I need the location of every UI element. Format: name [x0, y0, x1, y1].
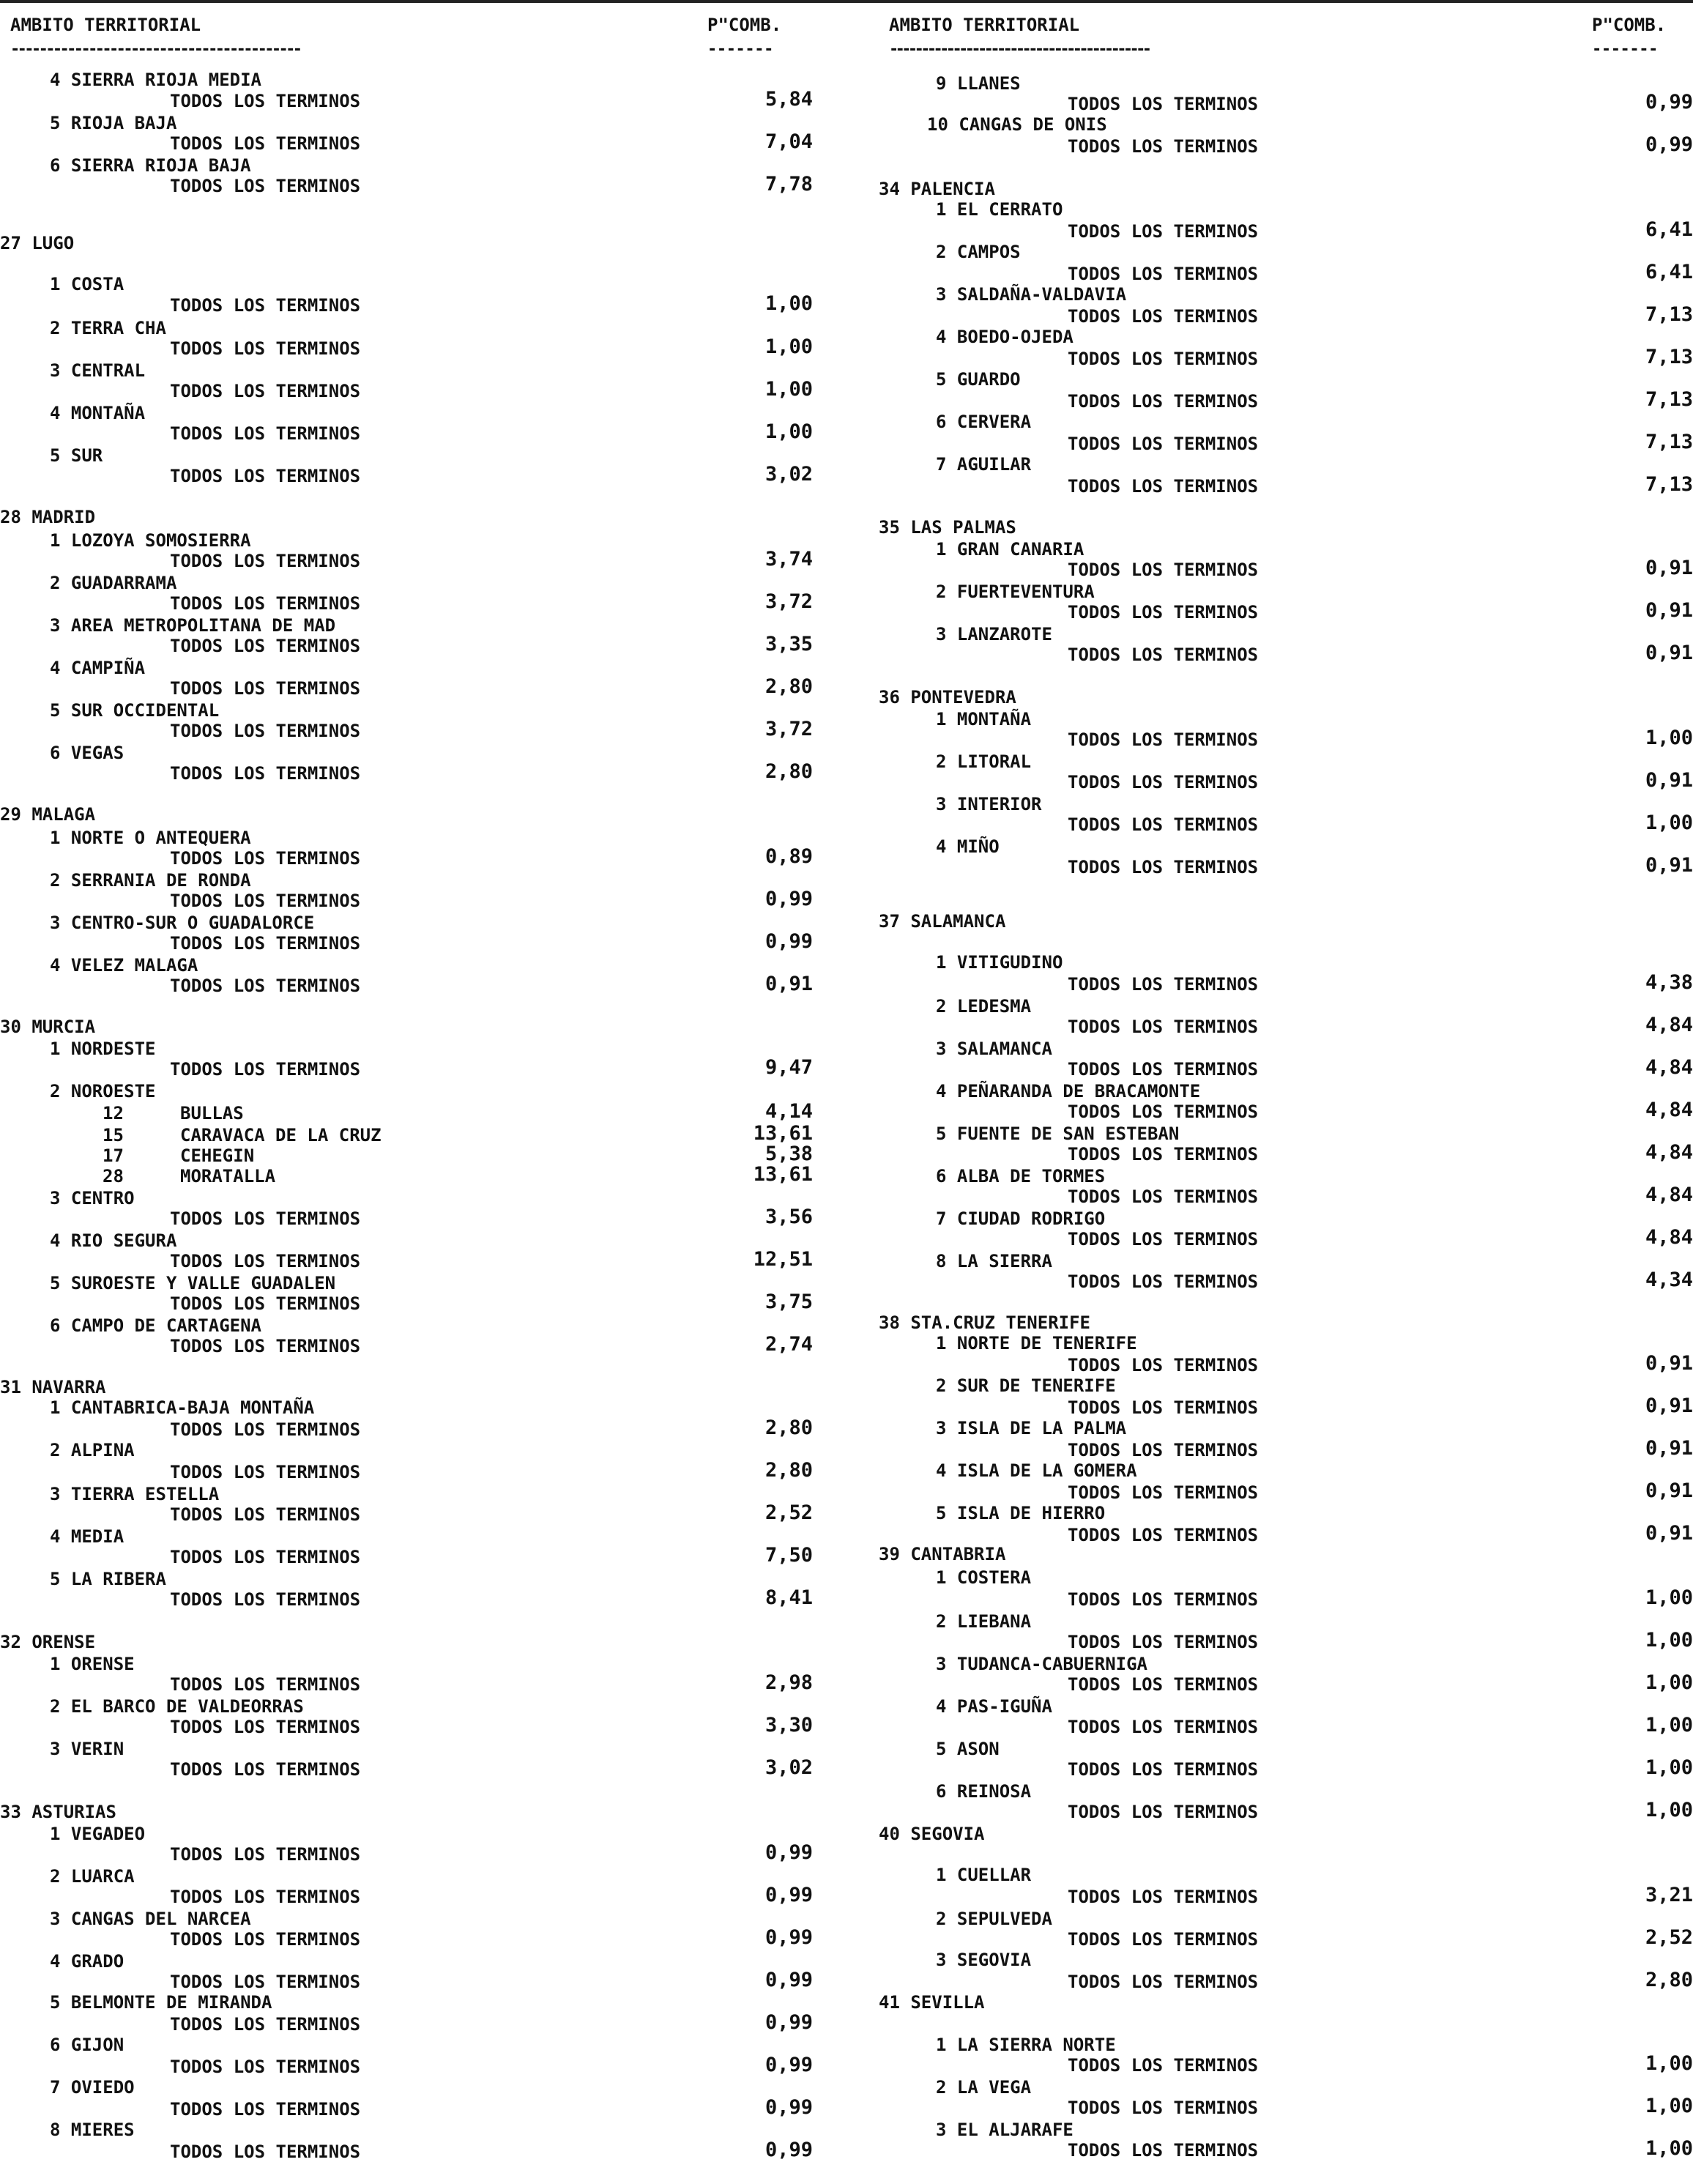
- row-todos-los-terminos: TODOS LOS TERMINOS: [170, 466, 361, 486]
- comarca-label: 1 COSTERA: [936, 1567, 1032, 1588]
- coefficient-value: 1,00: [1645, 2137, 1693, 2160]
- row-todos-los-terminos: TODOS LOS TERMINOS: [1068, 94, 1259, 114]
- row-todos-los-terminos: TODOS LOS TERMINOS: [170, 423, 361, 444]
- comarca-label: 4 SIERRA RIOJA MEDIA: [50, 70, 261, 90]
- comarca-label: 6 REINOSA: [936, 1781, 1032, 1802]
- row-todos-los-terminos: TODOS LOS TERMINOS: [1068, 1929, 1259, 1950]
- coefficient-value: 1,00: [1645, 2052, 1693, 2075]
- coefficient-value: 2,80: [1645, 1969, 1693, 1991]
- row-todos-los-terminos: TODOS LOS TERMINOS: [170, 1336, 361, 1356]
- comarca-label: 2 GUADARRAMA: [50, 573, 177, 593]
- comarca-label: 5 FUENTE DE SAN ESTEBAN: [936, 1123, 1180, 1144]
- province-heading: 31 NAVARRA: [0, 1377, 106, 1397]
- coefficient-value: 1,00: [1645, 1714, 1693, 1737]
- row-todos-los-terminos: TODOS LOS TERMINOS: [1068, 1144, 1259, 1165]
- coefficient-value: 3,21: [1645, 1884, 1693, 1906]
- coefficient-value: 1,00: [764, 420, 813, 443]
- comarca-label: 2 SERRANIA DE RONDA: [50, 870, 251, 891]
- row-todos-los-terminos: TODOS LOS TERMINOS: [1068, 1674, 1259, 1695]
- header-value-underline: -------: [707, 40, 773, 59]
- comarca-label: 3 TIERRA ESTELLA: [50, 1484, 220, 1504]
- comarca-label: 4 PAS-IGUÑA: [936, 1696, 1052, 1717]
- comarca-label: 3 TUDANCA-CABUERNIGA: [936, 1654, 1147, 1674]
- row-todos-los-terminos: TODOS LOS TERMINOS: [1068, 306, 1259, 327]
- row-todos-los-terminos: TODOS LOS TERMINOS: [170, 933, 361, 954]
- coefficient-value: 5,38: [764, 1143, 813, 1165]
- comarca-label: 1 ORENSE: [50, 1654, 135, 1674]
- municipio-label: CARAVACA DE LA CRUZ: [180, 1125, 382, 1145]
- row-todos-los-terminos: TODOS LOS TERMINOS: [170, 1717, 361, 1737]
- row-todos-los-terminos: TODOS LOS TERMINOS: [170, 1293, 361, 1314]
- comarca-label: 3 VERIN: [50, 1739, 124, 1759]
- header-ambito-territorial: AMBITO TERRITORIAL: [889, 15, 1080, 35]
- row-todos-los-terminos: TODOS LOS TERMINOS: [170, 1462, 361, 1482]
- coefficient-value: 3,35: [764, 633, 813, 655]
- row-todos-los-terminos: TODOS LOS TERMINOS: [170, 1887, 361, 1907]
- coefficient-value: 2,52: [764, 1501, 813, 1524]
- coefficient-value: 1,00: [764, 292, 813, 315]
- comarca-label: 2 ALPINA: [50, 1440, 135, 1460]
- header-underline: -----------------------------------------: [889, 40, 1149, 59]
- comarca-label: 1 NORDESTE: [50, 1039, 156, 1059]
- comarca-label: 4 MIÑO: [936, 836, 1000, 857]
- coefficient-value: 1,00: [1645, 2095, 1693, 2117]
- coefficient-value: 0,99: [764, 1841, 813, 1864]
- left-column: [0, 0, 820, 2184]
- coefficient-value: 12,51: [753, 1248, 813, 1271]
- comarca-label: 1 MONTAÑA: [936, 709, 1032, 729]
- coefficient-value: 0,99: [764, 1969, 813, 1991]
- comarca-label: 1 GRAN CANARIA: [936, 539, 1084, 560]
- row-todos-los-terminos: TODOS LOS TERMINOS: [1068, 1186, 1259, 1207]
- coefficient-value: 7,78: [764, 173, 813, 196]
- row-todos-los-terminos: TODOS LOS TERMINOS: [170, 1251, 361, 1271]
- row-todos-los-terminos: TODOS LOS TERMINOS: [1068, 814, 1259, 835]
- coefficient-value: 0,91: [1645, 1394, 1693, 1417]
- comarca-label: 4 GRADO: [50, 1951, 124, 1972]
- coefficient-value: 3,75: [764, 1290, 813, 1313]
- row-todos-los-terminos: TODOS LOS TERMINOS: [1068, 1887, 1259, 1907]
- row-todos-los-terminos: TODOS LOS TERMINOS: [1068, 264, 1259, 284]
- coefficient-value: 3,56: [764, 1206, 813, 1228]
- row-todos-los-terminos: TODOS LOS TERMINOS: [1068, 2098, 1259, 2118]
- comarca-label: 1 EL CERRATO: [936, 199, 1063, 220]
- row-todos-los-terminos: TODOS LOS TERMINOS: [170, 1589, 361, 1610]
- coefficient-value: 13,61: [753, 1163, 813, 1186]
- province-heading: 40 SEGOVIA: [879, 1824, 985, 1844]
- coefficient-value: 4,84: [1645, 1014, 1693, 1036]
- row-todos-los-terminos: TODOS LOS TERMINOS: [1068, 2140, 1259, 2161]
- row-todos-los-terminos: TODOS LOS TERMINOS: [1068, 349, 1259, 369]
- coefficient-value: 1,00: [1645, 1629, 1693, 1652]
- coefficient-value: 4,84: [1645, 1226, 1693, 1249]
- row-todos-los-terminos: TODOS LOS TERMINOS: [1068, 391, 1259, 412]
- row-todos-los-terminos: TODOS LOS TERMINOS: [170, 1208, 361, 1229]
- coefficient-value: 3,02: [764, 1756, 813, 1779]
- comarca-label: 3 CANGAS DEL NARCEA: [50, 1909, 251, 1929]
- comarca-label: 1 NORTE O ANTEQUERA: [50, 828, 251, 848]
- row-todos-los-terminos: TODOS LOS TERMINOS: [170, 1504, 361, 1525]
- coefficient-value: 9,47: [764, 1056, 813, 1079]
- row-todos-los-terminos: TODOS LOS TERMINOS: [1068, 1632, 1259, 1652]
- header-ambito-territorial: AMBITO TERRITORIAL: [10, 15, 201, 35]
- comarca-label: 3 AREA METROPOLITANA DE MAD: [50, 615, 336, 636]
- comarca-label: 12: [103, 1103, 124, 1123]
- row-todos-los-terminos: TODOS LOS TERMINOS: [1068, 857, 1259, 877]
- comarca-label: 4 ISLA DE LA GOMERA: [936, 1460, 1137, 1481]
- comarca-label: 3 CENTRO-SUR O GUADALORCE: [50, 913, 315, 933]
- coefficient-value: 2,80: [764, 1416, 813, 1439]
- coefficient-value: 0,99: [764, 888, 813, 910]
- comarca-label: 3 LANZAROTE: [936, 624, 1052, 645]
- comarca-label: 5 SUR: [50, 445, 103, 466]
- row-todos-los-terminos: TODOS LOS TERMINOS: [1068, 1589, 1259, 1610]
- comarca-label: 1 LOZOYA SOMOSIERRA: [50, 530, 251, 551]
- row-todos-los-terminos: TODOS LOS TERMINOS: [1068, 1017, 1259, 1037]
- coefficient-value: 1,00: [1645, 1671, 1693, 1694]
- coefficient-value: 2,98: [764, 1671, 813, 1694]
- coefficient-value: 0,91: [1645, 1352, 1693, 1375]
- comarca-label: 3 ISLA DE LA PALMA: [936, 1418, 1127, 1438]
- comarca-label: 6 CERVERA: [936, 412, 1032, 432]
- comarca-label: 2 NOROESTE: [50, 1081, 156, 1102]
- comarca-label: 6 SIERRA RIOJA BAJA: [50, 155, 251, 176]
- row-todos-los-terminos: TODOS LOS TERMINOS: [1068, 1525, 1259, 1545]
- row-todos-los-terminos: TODOS LOS TERMINOS: [1068, 974, 1259, 995]
- coefficient-value: 4,84: [1645, 1099, 1693, 1121]
- comarca-label: 2 SUR DE TENERIFE: [936, 1375, 1116, 1396]
- coefficient-value: 2,80: [764, 675, 813, 698]
- row-todos-los-terminos: TODOS LOS TERMINOS: [170, 338, 361, 359]
- comarca-label: 2 CAMPOS: [936, 242, 1021, 262]
- coefficient-value: 4,84: [1645, 1056, 1693, 1079]
- row-todos-los-terminos: TODOS LOS TERMINOS: [1068, 476, 1259, 497]
- row-todos-los-terminos: TODOS LOS TERMINOS: [170, 1972, 361, 1992]
- row-todos-los-terminos: TODOS LOS TERMINOS: [170, 763, 361, 784]
- coefficient-value: 0,99: [764, 2139, 813, 2161]
- row-todos-los-terminos: TODOS LOS TERMINOS: [170, 976, 361, 996]
- row-todos-los-terminos: TODOS LOS TERMINOS: [1068, 136, 1259, 157]
- row-todos-los-terminos: TODOS LOS TERMINOS: [170, 1059, 361, 1080]
- right-column: [879, 0, 1693, 2184]
- row-todos-los-terminos: TODOS LOS TERMINOS: [170, 381, 361, 401]
- municipio-label: BULLAS: [180, 1103, 244, 1123]
- coefficient-value: 3,72: [764, 718, 813, 740]
- coefficient-value: 6,41: [1645, 218, 1693, 241]
- comarca-label: 2 LA VEGA: [936, 2077, 1032, 2098]
- row-todos-los-terminos: TODOS LOS TERMINOS: [1068, 729, 1259, 750]
- row-todos-los-terminos: TODOS LOS TERMINOS: [1068, 1802, 1259, 1822]
- coefficient-value: 3,02: [764, 463, 813, 486]
- coefficient-value: 1,00: [1645, 811, 1693, 834]
- row-todos-los-terminos: TODOS LOS TERMINOS: [1068, 1397, 1259, 1418]
- coefficient-value: 7,13: [1645, 388, 1693, 411]
- comarca-label: 6 VEGAS: [50, 743, 124, 763]
- row-todos-los-terminos: TODOS LOS TERMINOS: [1068, 2055, 1259, 2076]
- comarca-label: 1 CUELLAR: [936, 1865, 1032, 1885]
- comarca-label: 4 BOEDO-OJEDA: [936, 327, 1074, 347]
- row-todos-los-terminos: TODOS LOS TERMINOS: [170, 2014, 361, 2035]
- coefficient-value: 1,00: [1645, 1756, 1693, 1779]
- coefficient-value: 0,91: [1645, 1479, 1693, 1502]
- header-value-underline: -------: [1592, 40, 1658, 59]
- comarca-label: 5 GUARDO: [936, 369, 1021, 390]
- coefficient-value: 0,99: [764, 2096, 813, 2119]
- coefficient-value: 0,99: [764, 2054, 813, 2076]
- comarca-label: 8 LA SIERRA: [936, 1251, 1052, 1271]
- comarca-label: 1 LA SIERRA NORTE: [936, 2035, 1116, 2055]
- coefficient-value: 0,91: [764, 973, 813, 995]
- comarca-label: 2 EL BARCO DE VALDEORRAS: [50, 1696, 304, 1717]
- row-todos-los-terminos: TODOS LOS TERMINOS: [170, 593, 361, 614]
- coefficient-value: 1,00: [764, 335, 813, 358]
- coefficient-value: 3,30: [764, 1714, 813, 1737]
- row-todos-los-terminos: TODOS LOS TERMINOS: [1068, 1972, 1259, 1992]
- coefficient-value: 7,13: [1645, 473, 1693, 496]
- comarca-label: 3 SALAMANCA: [936, 1039, 1052, 1059]
- row-todos-los-terminos: TODOS LOS TERMINOS: [1068, 221, 1259, 242]
- comarca-label: 4 RIO SEGURA: [50, 1230, 177, 1251]
- coefficient-value: 6,41: [1645, 261, 1693, 283]
- province-heading: 39 CANTABRIA: [879, 1544, 1006, 1564]
- row-todos-los-terminos: TODOS LOS TERMINOS: [170, 1419, 361, 1440]
- comarca-label: 6 ALBA DE TORMES: [936, 1166, 1106, 1186]
- coefficient-value: 0,99: [764, 1926, 813, 1949]
- municipio-label: MORATALLA: [180, 1166, 276, 1186]
- comarca-label: 5 ISLA DE HIERRO: [936, 1503, 1106, 1523]
- row-todos-los-terminos: TODOS LOS TERMINOS: [170, 133, 361, 154]
- comarca-label: 3 INTERIOR: [936, 794, 1042, 814]
- coefficient-value: 0,91: [1645, 599, 1693, 622]
- coefficient-value: 7,13: [1645, 346, 1693, 368]
- row-todos-los-terminos: TODOS LOS TERMINOS: [1068, 645, 1259, 665]
- comarca-label: 1 VEGADEO: [50, 1824, 146, 1844]
- coefficient-value: 0,99: [764, 930, 813, 953]
- comarca-label: 8 MIERES: [50, 2120, 135, 2140]
- comarca-label: 1 NORTE DE TENERIFE: [936, 1333, 1137, 1353]
- province-heading: 41 SEVILLA: [879, 1992, 985, 2013]
- row-todos-los-terminos: TODOS LOS TERMINOS: [1068, 1102, 1259, 1122]
- header-p-comb: P"COMB.: [1592, 15, 1667, 35]
- coefficient-value: 0,99: [1645, 133, 1693, 156]
- row-todos-los-terminos: TODOS LOS TERMINOS: [170, 91, 361, 111]
- coefficient-value: 2,80: [764, 1459, 813, 1482]
- coefficient-value: 0,91: [1645, 1522, 1693, 1545]
- row-todos-los-terminos: TODOS LOS TERMINOS: [170, 2099, 361, 2120]
- row-todos-los-terminos: TODOS LOS TERMINOS: [170, 891, 361, 911]
- row-todos-los-terminos: TODOS LOS TERMINOS: [170, 721, 361, 741]
- province-heading: 34 PALENCIA: [879, 179, 995, 199]
- header-underline: -----------------------------------------: [10, 40, 300, 59]
- comarca-label: 5 ASON: [936, 1739, 1000, 1759]
- comarca-label: 2 LUARCA: [50, 1866, 135, 1887]
- coefficient-value: 1,00: [1645, 1586, 1693, 1609]
- coefficient-value: 0,91: [1645, 557, 1693, 579]
- row-todos-los-terminos: TODOS LOS TERMINOS: [1068, 1271, 1259, 1292]
- province-heading: 27 LUGO: [0, 233, 75, 253]
- coefficient-value: 7,13: [1645, 431, 1693, 453]
- row-todos-los-terminos: TODOS LOS TERMINOS: [170, 176, 361, 196]
- comarca-label: 3 SALDAÑA-VALDAVIA: [936, 284, 1127, 305]
- coefficient-value: 0,99: [764, 2011, 813, 2034]
- row-todos-los-terminos: TODOS LOS TERMINOS: [1068, 1717, 1259, 1737]
- comarca-label: 1 CANTABRICA-BAJA MONTAÑA: [50, 1397, 315, 1418]
- row-todos-los-terminos: TODOS LOS TERMINOS: [170, 1674, 361, 1695]
- comarca-label: 4 MONTAÑA: [50, 403, 146, 423]
- row-todos-los-terminos: TODOS LOS TERMINOS: [170, 551, 361, 571]
- row-todos-los-terminos: TODOS LOS TERMINOS: [170, 1547, 361, 1567]
- comarca-label: 5 LA RIBERA: [50, 1569, 166, 1589]
- comarca-label: 4 PEÑARANDA DE BRACAMONTE: [936, 1081, 1201, 1102]
- row-todos-los-terminos: TODOS LOS TERMINOS: [170, 848, 361, 869]
- comarca-label: 1 VITIGUDINO: [936, 952, 1063, 973]
- coefficient-value: 4,38: [1645, 971, 1693, 994]
- row-todos-los-terminos: TODOS LOS TERMINOS: [1068, 1059, 1259, 1080]
- row-todos-los-terminos: TODOS LOS TERMINOS: [170, 1844, 361, 1865]
- comarca-label: 2 TERRA CHA: [50, 318, 166, 338]
- comarca-label: 9 LLANES: [936, 73, 1021, 94]
- comarca-label: 2 LEDESMA: [936, 996, 1032, 1017]
- row-todos-los-terminos: TODOS LOS TERMINOS: [170, 2142, 361, 2162]
- coefficient-value: 3,74: [764, 548, 813, 571]
- comarca-label: 2 LIEBANA: [936, 1611, 1032, 1632]
- row-todos-los-terminos: TODOS LOS TERMINOS: [1068, 1482, 1259, 1503]
- comarca-label: 3 CENTRO: [50, 1188, 135, 1208]
- comarca-label: 4 VELEZ MALAGA: [50, 955, 198, 976]
- coefficient-value: 0,91: [1645, 1437, 1693, 1460]
- comarca-label: 10 CANGAS DE ONIS: [927, 114, 1107, 135]
- coefficient-value: 4,14: [764, 1100, 813, 1123]
- coefficient-value: 13,61: [753, 1122, 813, 1145]
- comarca-label: 1 COSTA: [50, 274, 124, 294]
- row-todos-los-terminos: TODOS LOS TERMINOS: [170, 678, 361, 699]
- municipio-label: CEHEGIN: [180, 1145, 255, 1166]
- coefficient-value: 3,72: [764, 590, 813, 613]
- comarca-label: 3 SEGOVIA: [936, 1950, 1032, 1970]
- coefficient-value: 0,91: [1645, 642, 1693, 664]
- province-heading: 33 ASTURIAS: [0, 1802, 116, 1822]
- comarca-label: 3 CENTRAL: [50, 360, 146, 381]
- coefficient-value: 1,00: [1645, 1799, 1693, 1821]
- coefficient-value: 0,99: [1645, 91, 1693, 114]
- comarca-label: 28: [103, 1166, 124, 1186]
- row-todos-los-terminos: TODOS LOS TERMINOS: [170, 1759, 361, 1780]
- row-todos-los-terminos: TODOS LOS TERMINOS: [170, 2057, 361, 2077]
- coefficient-value: 2,80: [764, 760, 813, 783]
- comarca-label: 2 SEPULVEDA: [936, 1909, 1052, 1929]
- row-todos-los-terminos: TODOS LOS TERMINOS: [1068, 1355, 1259, 1375]
- comarca-label: 4 MEDIA: [50, 1526, 124, 1547]
- comarca-label: 2 LITORAL: [936, 751, 1032, 772]
- row-todos-los-terminos: TODOS LOS TERMINOS: [170, 636, 361, 656]
- province-heading: 32 ORENSE: [0, 1632, 96, 1652]
- coefficient-value: 0,99: [764, 1884, 813, 1906]
- row-todos-los-terminos: TODOS LOS TERMINOS: [1068, 1759, 1259, 1780]
- comarca-label: 7 AGUILAR: [936, 454, 1032, 475]
- comarca-label: 6 CAMPO DE CARTAGENA: [50, 1315, 261, 1336]
- coefficient-value: 4,84: [1645, 1184, 1693, 1206]
- coefficient-value: 0,91: [1645, 769, 1693, 792]
- row-todos-los-terminos: TODOS LOS TERMINOS: [170, 295, 361, 316]
- coefficient-value: 5,84: [764, 88, 813, 111]
- row-todos-los-terminos: TODOS LOS TERMINOS: [1068, 1440, 1259, 1460]
- coefficient-value: 4,34: [1645, 1269, 1693, 1291]
- coefficient-value: 7,50: [764, 1544, 813, 1567]
- coefficient-value: 7,04: [764, 130, 813, 153]
- comarca-label: 7 CIUDAD RODRIGO: [936, 1208, 1106, 1229]
- province-heading: 38 STA.CRUZ TENERIFE: [879, 1312, 1090, 1333]
- header-p-comb: P"COMB.: [707, 15, 782, 35]
- comarca-label: 17: [103, 1145, 124, 1166]
- coefficient-value: 1,00: [1645, 727, 1693, 749]
- coefficient-value: 8,41: [764, 1586, 813, 1609]
- comarca-label: 2 FUERTEVENTURA: [936, 582, 1095, 602]
- comarca-label: 15: [103, 1125, 124, 1145]
- coefficient-value: 7,13: [1645, 303, 1693, 326]
- province-heading: 36 PONTEVEDRA: [879, 687, 1016, 707]
- comarca-label: 5 RIOJA BAJA: [50, 113, 177, 133]
- row-todos-los-terminos: TODOS LOS TERMINOS: [1068, 434, 1259, 454]
- row-todos-los-terminos: TODOS LOS TERMINOS: [1068, 560, 1259, 580]
- comarca-label: 5 SUROESTE Y VALLE GUADALEN: [50, 1273, 336, 1293]
- row-todos-los-terminos: TODOS LOS TERMINOS: [1068, 1229, 1259, 1249]
- province-heading: 29 MALAGA: [0, 804, 96, 825]
- coefficient-value: 0,89: [764, 845, 813, 868]
- comarca-label: 5 BELMONTE DE MIRANDA: [50, 1992, 272, 2013]
- comarca-label: 7 OVIEDO: [50, 2077, 135, 2098]
- province-heading: 35 LAS PALMAS: [879, 517, 1016, 538]
- coefficient-value: 2,52: [1645, 1926, 1693, 1949]
- row-todos-los-terminos: TODOS LOS TERMINOS: [1068, 602, 1259, 623]
- comarca-label: 6 GIJON: [50, 2035, 124, 2055]
- province-heading: 30 MURCIA: [0, 1017, 96, 1037]
- province-heading: 28 MADRID: [0, 507, 96, 527]
- province-heading: 37 SALAMANCA: [879, 911, 1006, 932]
- comarca-label: 5 SUR OCCIDENTAL: [50, 700, 220, 721]
- row-todos-los-terminos: TODOS LOS TERMINOS: [170, 1929, 361, 1950]
- coefficient-value: 2,74: [764, 1333, 813, 1356]
- coefficient-value: 1,00: [764, 378, 813, 401]
- comarca-label: 4 CAMPIÑA: [50, 658, 146, 678]
- coefficient-value: 4,84: [1645, 1141, 1693, 1164]
- comarca-label: 3 EL ALJARAFE: [936, 2120, 1074, 2140]
- coefficient-value: 0,91: [1645, 854, 1693, 877]
- row-todos-los-terminos: TODOS LOS TERMINOS: [1068, 772, 1259, 792]
